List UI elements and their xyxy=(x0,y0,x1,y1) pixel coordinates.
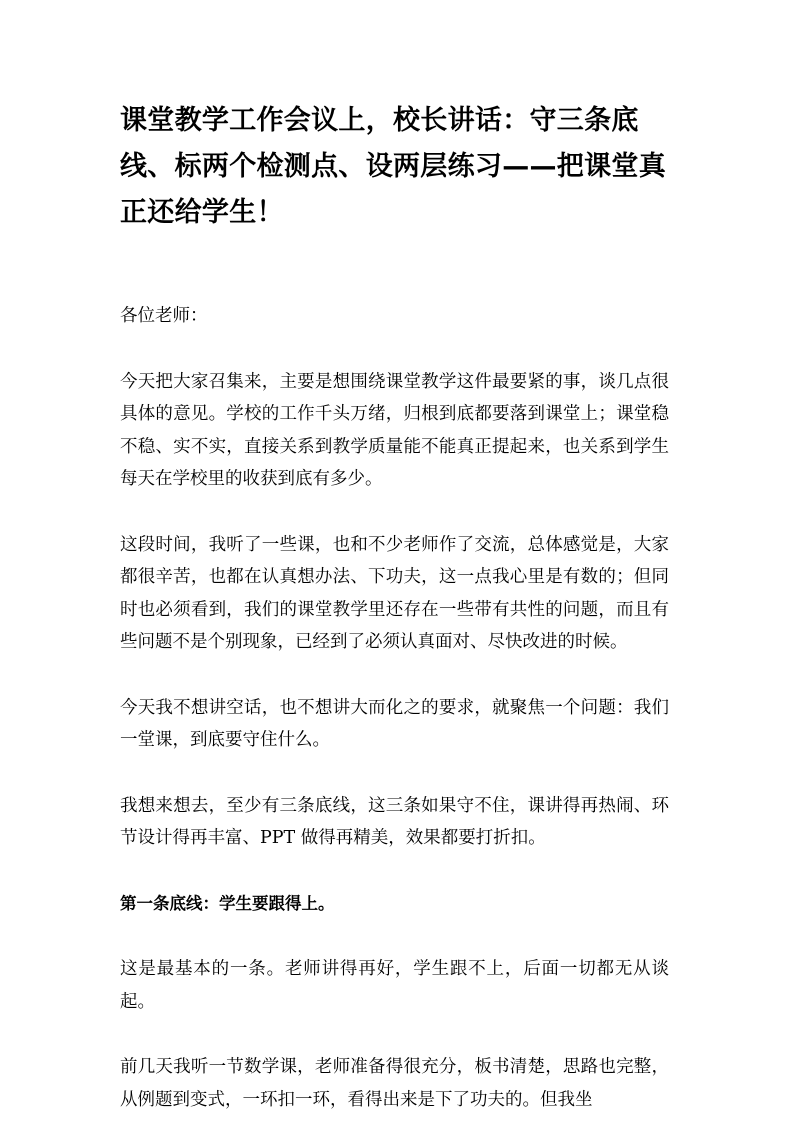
body-paragraph: 前几天我听一节数学课，老师准备得很充分，板书清楚，思路也完整，从例题到变式，一环扣一环，看得出来是下了功夫的。但我坐 xyxy=(120,1057,669,1110)
salutation: 各位老师： xyxy=(120,306,208,326)
document-title: 课堂教学工作会议上，校长讲话：守三条底线、标两个检测点、设两层练习——把课堂真正还给学生！ xyxy=(120,105,666,228)
body-paragraph: 这段时间，我听了一些课，也和不少老师作了交流，总体感觉是，大家都很辛苦，也都在认真想办法、下功夫，这一点我心里是有数的；但同时也必须看到，我们的课堂教学里还存在一些带有共性的问题，而且有些问题不是个别现象，已经到了必须认真面对、尽快改进的时候。 xyxy=(120,534,669,652)
body-paragraph: 今天把大家召集来，主要是想围绕课堂教学这件最要紧的事，谈几点很具体的意见。学校的工作千头万绪，归根到底都要落到课堂上；课堂稳不稳、实不实，直接关系到教学质量能不能真正提起来，也关系到学生每天在学校里的收获到底有多少。 xyxy=(120,371,669,489)
body-paragraph: 我想来想去，至少有三条底线，这三条如果守不住，课讲得再热闹、环节设计得再丰富、PPT 做得再精美，效果都要打折扣。 xyxy=(120,795,669,848)
body-paragraph: 今天我不想讲空话，也不想讲大而化之的要求，就聚焦一个问题：我们一堂课，到底要守住什么。 xyxy=(120,697,669,750)
section-heading: 第一条底线：学生要跟得上。 xyxy=(120,893,335,913)
body-paragraph: 这是最基本的一条。老师讲得再好，学生跟不上，后面一切都无从谈起。 xyxy=(120,959,669,1012)
